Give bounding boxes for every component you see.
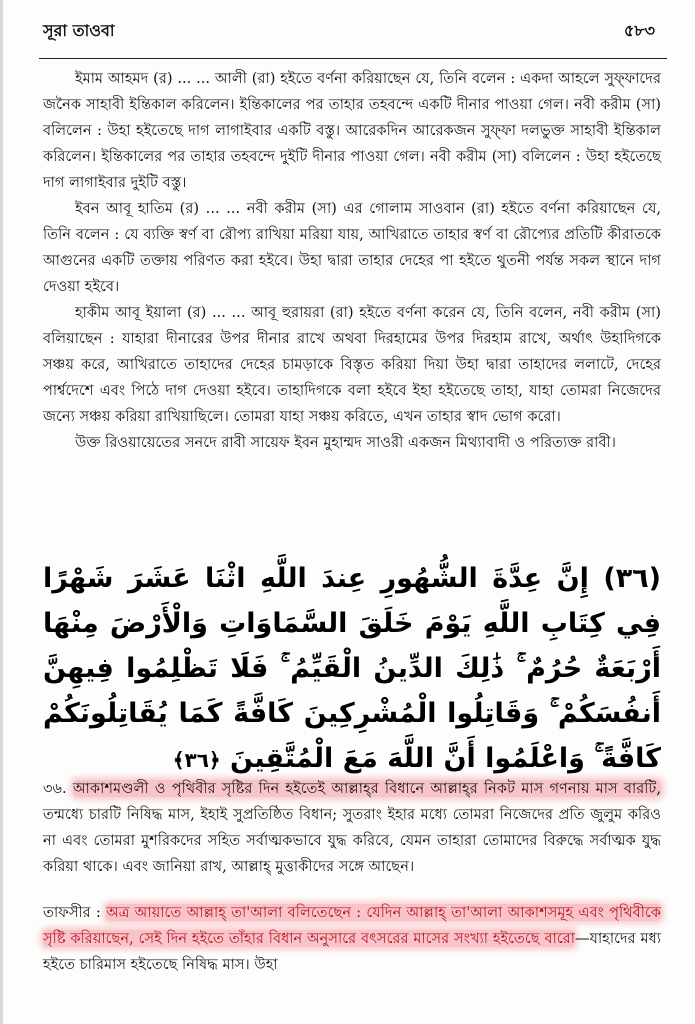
header-divider: [39, 58, 667, 59]
verse-translation: [43, 776, 661, 880]
tafsir-label: তাফসীর :: [43, 904, 101, 921]
paragraph-hakim-abu-yala: হাকীম আবূ ইয়ালা (র) ... ... আবূ হুরায়রা (রা) হইতে বর্ণনা করেন যে, তিনি বলেন, নবী করীম (সা) বলিয়াছেন : যাহারা দীনারের উপর দীনার রাখে অথবা দিরহামের উপর দিরহাম রাখে, অর্থাৎ উহাদিগকে সঞ্চয় করে, আখিরাতে তাহাদের দেহের চামড়াকে বিস্তৃত করিয়া দিয়া উহা দ্বারা তাহাদের ললাটে, দেহের পার্শ্বদেশে এবং পিঠে দাগ দেওয়া হইবে। তাহাদিগকে বলা হইবে ইহা হইতেছে তাহা, যাহা তোমরা নিজেদের জন্যে সঞ্চয় করিয়া রাখিয়াছিলে। তোমরা যাহা সঞ্চয় করিতে, এখন তাহার স্বাদ ভোগ করো।: [43, 304, 661, 425]
paragraph-imam-ahmad: ইমাম আহমদ (র) ... ... আলী (রা) হইতে বর্ণনা করিয়াছেন যে, তিনি বলেন : একদা আহলে সুফ্ফাদের জনৈক সাহাবী ইন্তিকাল করিলেন। ইন্তিকালের পর তাহার তহবন্দে একটি দীনার পাওয়া গেল। নবী করীম (সা) বলিলেন : উহা হইতেছে দাগ লাগাইবার একটি বস্তু। আরেকদিন আরেকজন সুফ্ফা দলভুক্ত সাহাবী ইন্তিকাল করিলেন। ইন্তিকালের পর তাহার তহবন্দে দুইটি দীনার পাওয়া গেল। নবী করীম (সা) বলিলেন : উহা হইতেছে দাগ লাগাইবার দুইটি বস্তু।: [43, 70, 661, 191]
page-number: ৫৮৩: [623, 21, 655, 40]
verse-number: (٣٦): [603, 563, 661, 594]
translation-number: ৩৬.: [43, 780, 67, 797]
paragraph-narrator-note: উক্ত রিওয়ায়েতের সনদে রাবী সায়েফ ইবন মুহাম্মদ সাওরী একজন মিথ্যাবাদী ও পরিত্যক্ত রাবী।: [75, 434, 616, 451]
paragraph-ibn-abu-hatim: ইবন আবূ হাতিম (র) ... ... নবী করীম (সা) এর গোলাম সাওবান (রা) হইতে বর্ণনা করিয়াছেন যে, তিনি বলেন : যে ব্যক্তি স্বর্ণ বা রৌপ্য রাখিয়া মরিয়া যায়, আখিরাতে তাহার স্বর্ণ বা রৌপ্যের প্রতিটি কীরাতকে আগুনের একটি তক্তায় পরিণত করা হইবে। উহা দ্বারা তাহার দেহের পা হইতে থুতনী পর্যন্ত সকল স্থানে দাগ দেওয়া হইবে।: [43, 200, 661, 295]
verse-end-number: ٣٦: [184, 748, 209, 772]
arabic-verse-text: إِنَّ عِدَّةَ الشُّهُورِ عِندَ اللَّهِ اثْنَا عَشَرَ شَهْرًا فِي كِتَابِ اللَّهِ يَوْمَ خَلَقَ السَّمَاوَاتِ وَالْأَرْضَ مِنْهَا أَرْبَعَةٌ حُرُمٌ ۚ ذَٰلِكَ الدِّينُ الْقَيِّمُ ۚ فَلَا تَظْلِمُوا فِيهِنَّ أَنفُسَكُمْ ۚ وَقَاتِلُوا الْمُشْرِكِينَ كَافَّةً كَمَا يُقَاتِلُونَكُمْ كَافَّةً ۚ وَاعْلَمُوا أَنَّ اللَّهَ مَعَ الْمُتَّقِينَ: [43, 563, 661, 774]
translation-highlighted-text: আকাশমণ্ডলী ও পৃথিবীর সৃষ্টির দিন হইতেই আল্লাহ্‌র বিধানে আল্লাহ্‌র নিকট মাস গণনায় মাস বারটি,: [72, 780, 662, 797]
tafsir-text: —যাহাদের মধ্য হইতে চারিমাস হইতেছে নিষিদ্ধ মাস। উহা: [43, 930, 661, 973]
tafsir-highlighted-text: অত্র আয়াতে আল্লাহ্‌ তা'আলা বলিতেছেন : যেদিন আল্লাহ্‌ তা'আলা আকাশসমূহ এবং পৃথিবীকে সৃষ্টি করিয়াছেন, সেই দিন হইতে তাঁহার বিধান অনুসারে বৎসরের মাসের সংখ্যা হইতেছে বারো: [43, 904, 661, 947]
verse-end-marker: ﴿٣٦﴾: [172, 748, 221, 772]
translation-text: তন্মধ্যে চারটি নিষিদ্ধ মাস, ইহাই সুপ্রতিষ্ঠিত বিধান; সুতরাং ইহার মধ্যে তোমরা নিজেদের প্রতি জুলুম করিও না এবং তোমরা মুশরিকদের সহিত সর্বাত্মকভাবে যুদ্ধ করিবে, যেমন তাহারা তোমাদের বিরুদ্ধে সর্বাত্মক যুদ্ধ করিয়া থাকে। এবং জানিয়া রাখ, আল্লাহ্ মুত্তাকীদের সঙ্গে আছেন।: [43, 806, 661, 875]
arabic-verse-block: [43, 556, 661, 774]
hadith-text-section: [43, 66, 661, 456]
page-header-title: সূরা তাওবা: [43, 21, 115, 40]
tafsir-section: [43, 900, 661, 978]
